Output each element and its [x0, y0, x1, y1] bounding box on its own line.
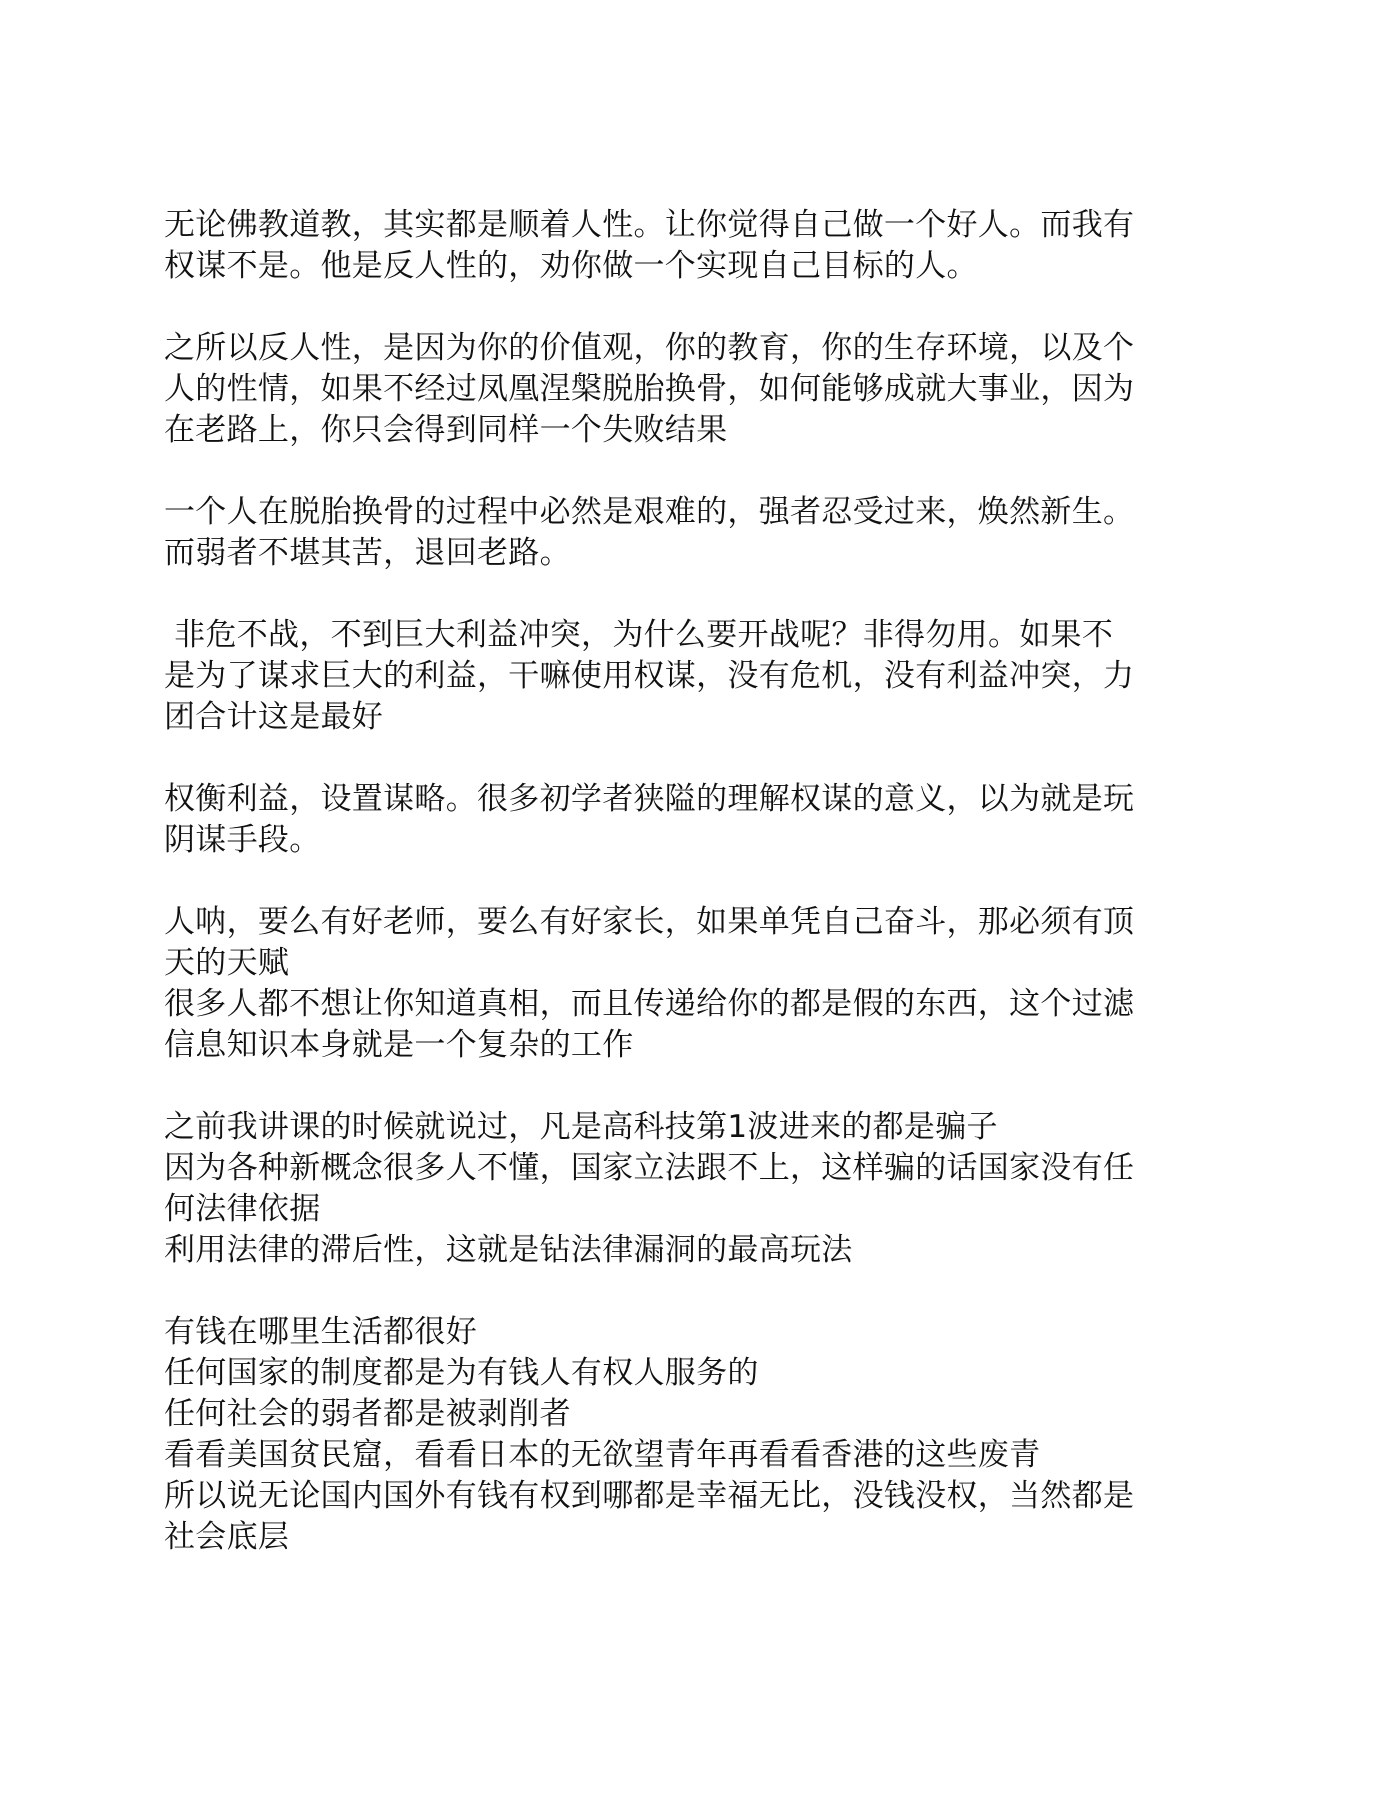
text-line: 信息知识本身就是一个复杂的工作: [164, 1027, 634, 1063]
text-line: 所以说无论国内国外有钱有权到哪都是幸福无比，没钱没权，当然都是: [164, 1478, 1135, 1514]
paragraph: [164, 205, 1229, 287]
paragraph: [164, 1107, 1229, 1271]
text-line: 社会底层: [164, 1519, 290, 1555]
text-line: 任何社会的弱者都是被剥削者: [164, 1396, 571, 1432]
text-line: 非危不战，不到巨大利益冲突，为什么要开战呢？非得勿用。如果不: [164, 617, 1114, 653]
paragraph: [164, 492, 1229, 574]
text-line: 利用法律的滞后性，这就是钻法律漏洞的最高玩法: [164, 1232, 853, 1268]
text-line: 人呐，要么有好老师，要么有好家长，如果单凭自己奋斗，那必须有顶: [164, 904, 1135, 940]
paragraph: [164, 779, 1229, 861]
text-line: 之前我讲课的时候就说过，凡是高科技第1波进来的都是骗子: [164, 1109, 998, 1145]
text-line: 有钱在哪里生活都很好: [164, 1314, 477, 1350]
text-line: 之所以反人性，是因为你的价值观，你的教育，你的生存环境，以及个: [164, 330, 1135, 366]
text-line: 在老路上，你只会得到同样一个失败结果: [164, 412, 728, 448]
text-line: 何法律依据: [164, 1191, 321, 1227]
paragraph: [164, 328, 1229, 451]
text-line: 因为各种新概念很多人不懂，国家立法跟不上，这样骗的话国家没有任: [164, 1150, 1135, 1186]
text-line: 是为了谋求巨大的利益，干嘛使用权谋，没有危机，没有利益冲突，力: [164, 658, 1135, 694]
text-line: 团合计这是最好: [164, 699, 384, 735]
text-line: 很多人都不想让你知道真相，而且传递给你的都是假的东西，这个过滤: [164, 986, 1135, 1022]
text-line: 权谋不是。他是反人性的，劝你做一个实现自己目标的人。: [164, 248, 978, 284]
text-line: 任何国家的制度都是为有钱人有权人服务的: [164, 1355, 759, 1391]
text-line: 天的天赋: [164, 945, 290, 981]
text-line: 而弱者不堪其苦，退回老路。: [164, 535, 571, 571]
text-line: 看看美国贫民窟，看看日本的无欲望青年再看看香港的这些废青: [164, 1437, 1041, 1473]
paragraph: [164, 615, 1229, 738]
text-line: 一个人在脱胎换骨的过程中必然是艰难的，强者忍受过来，焕然新生。: [164, 494, 1135, 530]
text-line: 人的性情，如果不经过凤凰涅槃脱胎换骨，如何能够成就大事业，因为: [164, 371, 1135, 407]
text-line: 阴谋手段。: [164, 822, 321, 858]
paragraph: [164, 902, 1229, 1066]
text-line: 无论佛教道教，其实都是顺着人性。让你觉得自己做一个好人。而我有: [164, 207, 1135, 243]
text-line: 权衡利益，设置谋略。很多初学者狭隘的理解权谋的意义，以为就是玩: [164, 781, 1135, 817]
paragraph: [164, 1312, 1229, 1558]
document-body: [164, 205, 1229, 1599]
